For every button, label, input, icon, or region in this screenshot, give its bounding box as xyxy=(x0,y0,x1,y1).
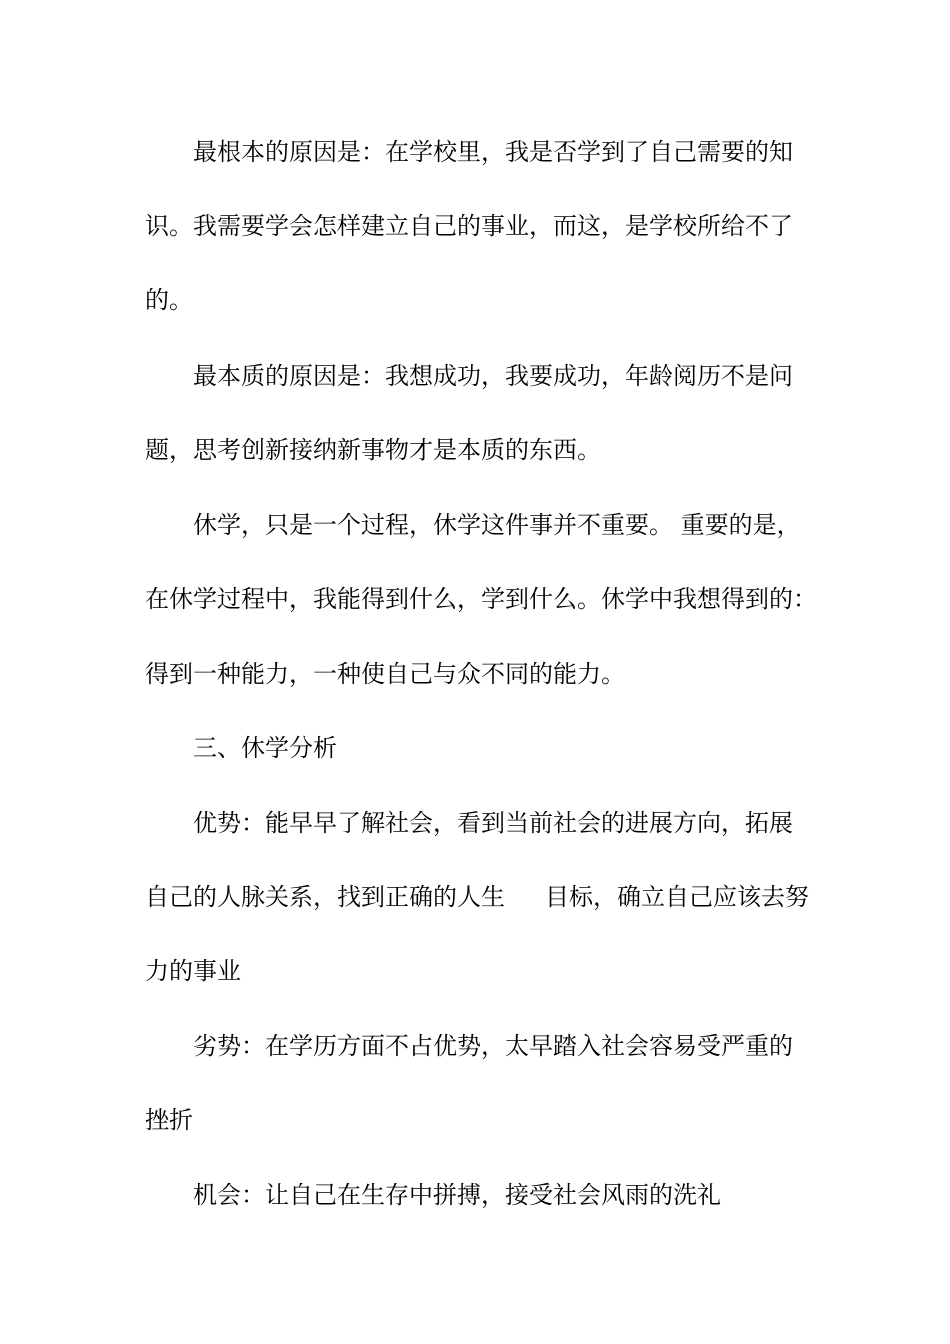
weaknesses-line-1: 劣势：在学历方面不占优势，太早踏入社会容易受严重的 xyxy=(193,1032,793,1060)
strengths-line-1: 优势：能早早了解社会，看到当前社会的进展方向，拓展 xyxy=(193,809,793,837)
paragraph-2-line-1: 最本质的原因是：我想成功，我要成功，年龄阅历不是问 xyxy=(193,362,793,390)
paragraph-3-line-3: 得到一种能力，一种使自己与众不同的能力。 xyxy=(145,660,625,688)
paragraph-1-line-3: 的。 xyxy=(145,286,193,314)
strengths-line-2 xyxy=(145,877,825,917)
strengths-line-3: 力的事业 xyxy=(145,957,241,985)
paragraph-2-line-2: 题，思考创新接纳新事物才是本质的东西。 xyxy=(145,436,601,464)
strengths-line-2-part-1: 自己的人脉关系，找到正确的人生 xyxy=(145,883,505,911)
strengths-line-2-part-2: 目标，确立自己应该去努 xyxy=(545,883,809,911)
opportunities-line-1: 机会：让自己在生存中拼搏，接受社会风雨的洗礼 xyxy=(193,1181,721,1209)
paragraph-3-line-2: 在休学过程中，我能得到什么，学到什么。休学中我想得到的： xyxy=(145,585,817,613)
paragraph-3-line-1: 休学，只是一个过程，休学这件事并不重要。 重要的是， xyxy=(193,511,801,539)
weaknesses-line-2: 挫折 xyxy=(145,1106,193,1134)
paragraph-1-line-1: 最根本的原因是：在学校里，我是否学到了自己需要的知 xyxy=(193,138,793,166)
section-heading: 三、休学分析 xyxy=(193,734,337,762)
paragraph-1-line-2: 识。我需要学会怎样建立自己的事业，而这，是学校所给不了 xyxy=(145,212,793,240)
